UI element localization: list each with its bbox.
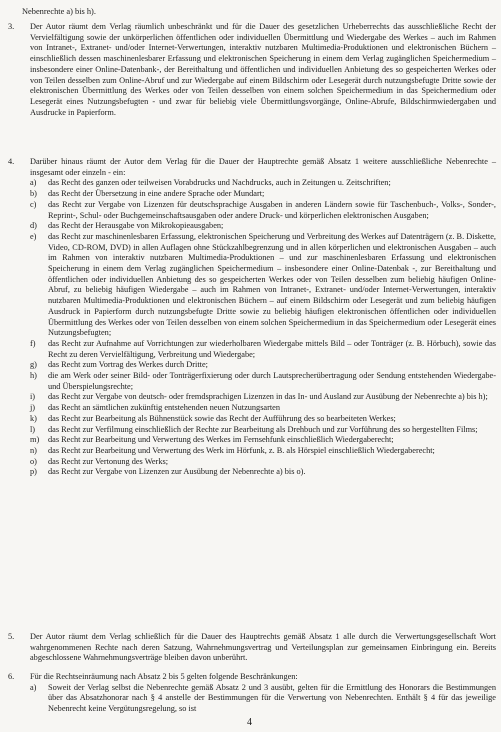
list-item [30, 414, 496, 425]
section-body [30, 157, 496, 478]
section-text: Der Autor räumt dem Verlag räumlich unbeschränkt und für die Dauer des gesetzlichen Urheberrechts das ausschließliche Recht der Vervielfältigung sowie der unkörperlichen öffentlichen oder individuellen Übermittlung und Wiedergabe des Werkes – auch im Rahmen von Intranet-, Extranet- und/oder Internet-Verwertungen, interaktiv nutzbaren Multimedia-Produktionen und elektronischen Büchern – einschließlich dessen maschinenlesbarer Erfassung und elektronischen Speicherung in einem dem Verlag zugänglichen Speichermedium – insbesondere einer Online-Datenbank-, der Bereithaltung und öffentlichen und individuellen Anbietung des so gespeicherten Werkes oder von Teilen desselben zum Online-Abruf und zur Wiedergabe auf einem Bildschirm oder Lesegerät durch nutzungsbefugte Dritte sowie der elektronischen Übermittlung des Werkes oder von Teilen desselben von einem solchen Speichermedium in das Speichermedium oder Lesegerät eines Nutzungsbefugten - und zwar für beliebig viele Übermittlungsvorgänge, Online-Abrufe, Bildschirmwiedergaben und Ausdrucke in Papierform. [30, 22, 496, 117]
list-item [30, 371, 496, 392]
list-item [30, 425, 496, 436]
item-label: k) [30, 413, 37, 423]
list-item [30, 683, 496, 715]
item-label: f) [30, 338, 36, 348]
item-label: i) [30, 392, 36, 402]
item-text: das Recht zum Vortrag des Werkes durch Dritte; [48, 360, 208, 370]
section-5 [8, 632, 496, 666]
section-text: Der Autor räumt dem Verlag schließlich für die Dauer des Hauptrechts gemäß Absatz 1 alle durch die Verwertungsgesellschaft Wort wahrgenommenen Rechte nach deren Satzung, Wahrnehmungsvertrag und Verteilungsplan zur gemeinsamen Einbringung ein. Bereits abgeschlossene Wahrnehmungsverträge bleiben davon unberührt. [30, 632, 496, 663]
item-label: a) [30, 178, 37, 188]
list-item [30, 446, 496, 457]
list-item [30, 200, 496, 221]
list-item [30, 392, 496, 403]
item-label: m) [30, 435, 40, 445]
item-label: h) [30, 371, 37, 381]
item-text: das Recht zur Bearbeitung als Bühnenstück sowie das Recht der Aufführung des so bearbeiteten Werkes; [48, 413, 396, 423]
section-number: 3. [8, 22, 15, 31]
section-3 [8, 22, 496, 144]
item-label: o) [30, 456, 37, 466]
item-label: g) [30, 360, 37, 370]
list-item [30, 232, 496, 339]
item-text: das Recht der Herausgabe von Mikrokopieausgaben; [48, 221, 224, 231]
section-body [30, 672, 496, 715]
item-text: das Recht zur Vergabe von Lizenzen zur Ausübung der Nebenrechte a) bis o). [48, 467, 306, 477]
list-item [30, 178, 496, 189]
list-item [30, 467, 496, 478]
section-4 [8, 157, 496, 615]
item-text: das Recht des ganzen oder teilweisen Vorabdrucks und Nachdrucks, auch in Zeitungen u. Zeitschriften; [48, 178, 391, 188]
continued-text-line: Nebenrechte a) bis h). [22, 7, 96, 16]
list-item [30, 339, 496, 360]
item-label: n) [30, 445, 37, 455]
section-6 [8, 672, 496, 716]
list-item [30, 360, 496, 371]
item-label: e) [30, 231, 37, 241]
list-item [30, 221, 496, 232]
section-number: 5. [8, 632, 15, 641]
item-text: das Recht an sämtlichen zukünftig entstehenden neuen Nutzungsarten [48, 403, 281, 413]
item-text: das Recht zur Verfilmung einschließlich der Rechte zur Bearbeitung als Drehbuch und zur Vorführung des so hergestellten Films; [48, 424, 478, 434]
section-number: 6. [8, 672, 15, 681]
item-text: das Recht zur Vertonung des Werks; [48, 456, 168, 466]
section-intro: Darüber hinaus räumt der Autor dem Verlag für die Dauer der Hauptrechte gemäß Absatz 1 weitere ausschließliche Nebenrechte – insgesamt oder einzeln - ein: [30, 157, 496, 177]
item-text: das Recht zur maschinenlesbaren Erfassung, elektronischen Speicherung und Verbreitung des Werkes auf Datenträgern (z. B. Diskette, Video, CD-ROM, DVD) in allen Auflagen ohne Stückzahlbegrenzung und in allen körperlichen und elektronischen Ausgaben – auch im Rahmen von interaktiv nutzbaren Multimedia-Produktionen – und zur maschinenlesbaren Erfassung und elektronischen Speicherung in einem dem Verlag zugänglichen Speichermedium – insbesondere einer Online-Datenbak -, zur Bereithaltung und öffentlichen oder individuellen Anbietung des so gespeicherten Werkes oder von Teilen desselben zum beliebig häufigen Online-Abruf, zu beliebig häufigen Wiedergabe – auch im Rahmen von Intranet-, Extranet- und/oder Internet-Verwertungen, interaktiv nutzbaren Multimedia-Produktionen und elektronischen Büchern – auf einem Bildschirm oder Lesegerät und zum beliebig häufigen Ausdruck in Papierform durch nutzungsbefugte Dritte sowie zu beliebig häufigen elektronischen öffentlichen oder individuellen Übermittlung des Werkes oder von Teilen desselben von einem solchen Speichermedium in das Speichermedium oder Lesegerät eines Nutzungsbefugten; [48, 231, 496, 338]
item-text: die am Werk oder seiner Bild- oder Tonträgerfixierung oder durch Lautsprecherübertragung oder Sendung entstehenden Wiedergabe- und Überspielungsrechte; [48, 371, 496, 391]
item-text: das Recht zur Aufnahme auf Vorrichtungen zur wiederholbaren Wiedergabe mittels Bild – oder Tonträger (z. B. Hörbuch), sowie das Recht zu deren Vervielfältigung, Verbreitung und Wiedergabe; [48, 338, 496, 359]
item-text: das Recht zur Bearbeitung und Verwertung des Werk im Hörfunk, z. B. als Hörspiel einschließlich Wiedergaberecht; [48, 445, 435, 455]
section-number: 4. [8, 157, 15, 166]
list-item [30, 189, 496, 200]
list-item [30, 435, 496, 446]
page-number: 4 [247, 717, 252, 728]
item-label: b) [30, 189, 37, 199]
item-text: das Recht zur Bearbeitung und Verwertung des Werkes im Fernsehfunk einschließlich Wiedergaberecht; [48, 435, 394, 445]
item-label: a) [30, 682, 37, 692]
item-label: c) [30, 199, 37, 209]
item-label: j) [30, 403, 36, 413]
section-intro: Für die Rechtseinräumung nach Absatz 2 bis 5 gelten folgende Beschränkungen: [30, 672, 298, 681]
item-text: das Recht der Übersetzung in eine andere Sprache oder Mundart; [48, 189, 265, 199]
item-label: d) [30, 221, 37, 231]
item-label: p) [30, 467, 37, 477]
list-item [30, 457, 496, 468]
list-item [30, 403, 496, 414]
item-text: das Recht zur Vergabe von Lizenzen für deutschsprachige Ausgaben in anderen Ländern sowie für Taschenbuch-, Volks-, Sonder-, Reprint-, Schul- oder Buchgemeinschaftsausgaben oder andere Druck- und körperlichen elektronischen Ausgaben; [48, 199, 496, 220]
item-text: Soweit der Verlag selbst die Nebenrechte gemäß Absatz 2 und 3 ausübt, gelten für die Ermittlung des Honorars die Bestimmungen über das Absatzhonorar nach § 4 anstelle der Bestimmungen für die Verwertung von Nebenrechten. Enthält § 4 für das jeweilige Nebenrecht keine Vergütungsregelung, so ist [48, 682, 496, 714]
item-text: das Recht zur Vergabe von deutsch- oder fremdsprachigen Lizenzen in das In- und Ausland zur Ausübung der Nebenrechte a) bis h); [48, 392, 488, 402]
item-label: l) [30, 424, 36, 434]
